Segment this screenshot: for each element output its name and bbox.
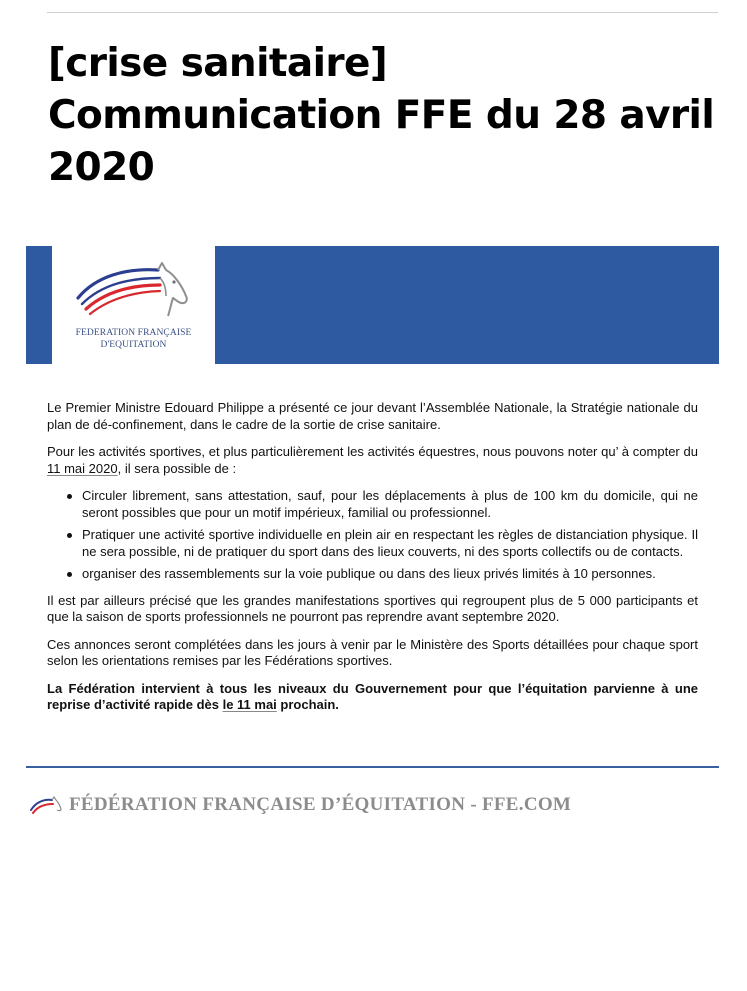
date-link[interactable]: 11 mai 2020 bbox=[47, 460, 118, 476]
paragraph-federation-text-1: La Fédération intervient à tous les niveaux du Gouvernement pour que l’équitation parvienne à une reprise d’activité rapide dès bbox=[47, 680, 698, 712]
page-title-line-1: [crise sanitaire] bbox=[48, 41, 388, 86]
paragraph-announcements: Ces annonces seront complétées dans les jours à venir par le Ministère des Sports détaillées pour chaque sport selon les orientations remises par les Fédérations sportives. bbox=[47, 636, 698, 668]
page-title-line-3: 2020 bbox=[48, 145, 155, 190]
header-banner bbox=[26, 246, 719, 364]
measures-list bbox=[47, 488, 698, 583]
horse-head-logo-icon bbox=[74, 258, 194, 322]
list-item: Circuler librement, sans attestation, sauf, pour les déplacements à plus de 100 km du domicile, qui ne seront possibles que pour un motif impérieux, familial ou professionnel. bbox=[82, 488, 698, 520]
date-link-2[interactable]: le 11 mai bbox=[222, 697, 277, 712]
logo-text-line-2: D'EQUITATION bbox=[100, 340, 167, 350]
ffe-logo bbox=[52, 246, 215, 364]
paragraph-activities-text-2: , il sera possible de : bbox=[117, 460, 237, 476]
logo-text-line-1: FEDERATION FRANÇAISE bbox=[75, 328, 192, 338]
page-title-line-2: Communication FFE du 28 avril bbox=[48, 93, 715, 138]
tricolor-horse-icon bbox=[30, 796, 62, 816]
footer-divider bbox=[26, 766, 719, 768]
list-item: organiser des rassemblements sur la voie publique ou dans des lieux privés limités à 10 personnes. bbox=[82, 566, 698, 583]
page-title bbox=[48, 38, 718, 194]
paragraph-events: Il est par ailleurs précisé que les grandes manifestations sportives qui regroupent plus de 5 000 participants et que la saison de sports professionnels ne pourront pas reprendre avant septembre 2020. bbox=[47, 592, 698, 624]
paragraph-activities-text-1: Pour les activités sportives, et plus particulièrement les activités équestres, nous pouvons noter qu’ à compter du bbox=[47, 444, 698, 459]
article-body bbox=[47, 400, 698, 725]
list-item: Pratiquer une activité sportive individuelle en plein air en respectant les règles de distanciation physique. Il ne sera possible, ni de pratiquer du sport dans des lieux couverts, ni des sports collectifs ou de contacts. bbox=[82, 527, 698, 559]
paragraph-federation-text-2: prochain. bbox=[276, 697, 339, 712]
paragraph-federation bbox=[47, 681, 698, 714]
top-divider bbox=[47, 12, 718, 13]
paragraph-activities bbox=[47, 444, 698, 477]
footer-text[interactable]: FÉDÉRATION FRANÇAISE D’ÉQUITATION - FFE.COM bbox=[69, 794, 572, 815]
paragraph-intro: Le Premier Ministre Edouard Philippe a présenté ce jour devant l’Assemblée Nationale, la Stratégie nationale du plan de dé-confinement, dans le cadre de la sortie de crise sanitaire. bbox=[47, 400, 698, 432]
